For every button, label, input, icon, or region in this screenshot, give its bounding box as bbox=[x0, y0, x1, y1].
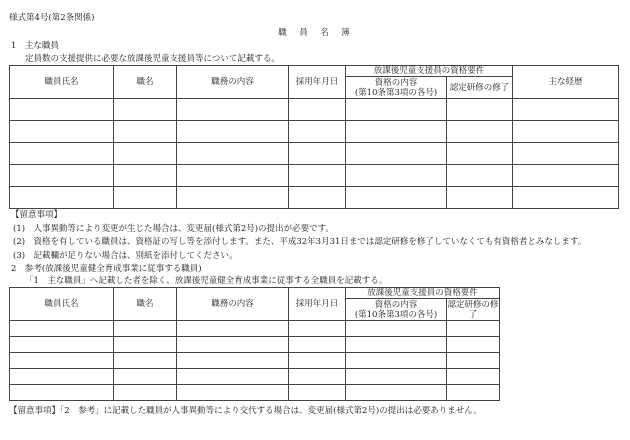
col-hire-date: 採用年月日 bbox=[289, 288, 346, 321]
col-hire-date: 採用年月日 bbox=[289, 66, 346, 99]
table-cell[interactable] bbox=[10, 337, 114, 353]
table-cell[interactable] bbox=[10, 353, 114, 369]
table-cell[interactable] bbox=[177, 99, 289, 121]
table-cell[interactable] bbox=[447, 165, 513, 187]
table-cell[interactable] bbox=[177, 337, 289, 353]
table-cell[interactable] bbox=[289, 143, 346, 165]
notes2-text: 【留意事項】「2 参考」に記載した職員が人事異動等により交代する場合は、変更届(様式第2号)の提出は必要ありません。 bbox=[9, 406, 482, 416]
table-cell[interactable] bbox=[346, 385, 447, 401]
table-cell[interactable] bbox=[346, 353, 447, 369]
note-item-3: (3) 記載欄が足りない場合は、別紙を添付してください。 bbox=[13, 251, 238, 261]
qualification-label: 資格の内容 bbox=[374, 299, 418, 310]
table-cell[interactable] bbox=[289, 337, 346, 353]
section2-heading: 2 参考(放課後児童健全育成事業に従事する職員) bbox=[11, 264, 202, 274]
col-qualification bbox=[346, 299, 447, 321]
table-cell[interactable] bbox=[10, 165, 114, 187]
table-cell[interactable] bbox=[10, 369, 114, 385]
table-row bbox=[10, 187, 619, 209]
table-cell[interactable] bbox=[114, 353, 177, 369]
table-cell[interactable] bbox=[289, 321, 346, 337]
table-cell[interactable] bbox=[447, 143, 513, 165]
table-cell[interactable] bbox=[447, 369, 500, 385]
table-cell[interactable] bbox=[346, 369, 447, 385]
table-cell[interactable] bbox=[114, 337, 177, 353]
table-cell[interactable] bbox=[289, 369, 346, 385]
col-job-title: 職名 bbox=[114, 288, 177, 321]
table-cell[interactable] bbox=[447, 337, 500, 353]
table-cell[interactable] bbox=[177, 369, 289, 385]
col-job-title: 職名 bbox=[114, 66, 177, 99]
table-cell[interactable] bbox=[114, 385, 177, 401]
table-cell[interactable] bbox=[114, 121, 177, 143]
table-row bbox=[10, 143, 619, 165]
table-row bbox=[10, 321, 500, 337]
col-training: 認定研修の修了 bbox=[447, 77, 513, 99]
table-cell[interactable] bbox=[114, 321, 177, 337]
table-cell[interactable] bbox=[447, 99, 513, 121]
qualification-label: 資格の内容 bbox=[374, 77, 418, 88]
col-career: 主な経歴 bbox=[513, 66, 619, 99]
qualification-note: (第10条第3項の各号) bbox=[354, 309, 438, 320]
table-cell[interactable] bbox=[177, 165, 289, 187]
table-cell[interactable] bbox=[177, 143, 289, 165]
table-cell[interactable] bbox=[10, 143, 114, 165]
main-staff-table bbox=[9, 65, 619, 209]
table-cell[interactable] bbox=[513, 165, 619, 187]
table-cell[interactable] bbox=[114, 165, 177, 187]
main-staff-table-body bbox=[10, 99, 619, 209]
table-row bbox=[10, 353, 500, 369]
table-cell[interactable] bbox=[10, 121, 114, 143]
reference-staff-table-body bbox=[10, 321, 500, 401]
table-cell[interactable] bbox=[447, 321, 500, 337]
table-cell[interactable] bbox=[10, 99, 114, 121]
table-cell[interactable] bbox=[513, 143, 619, 165]
table-cell[interactable] bbox=[289, 121, 346, 143]
notes1-heading: 【留意事項】 bbox=[11, 210, 63, 220]
col-qualification bbox=[346, 77, 447, 99]
section2-intro: 「1 主な職員」へ記載した者を除く、放課後児童健全育成事業に従事する全職員を記載する。 bbox=[25, 276, 388, 286]
section1-heading: 1 主な職員 bbox=[11, 41, 59, 51]
table-cell[interactable] bbox=[513, 99, 619, 121]
table-cell[interactable] bbox=[10, 187, 114, 209]
table-cell[interactable] bbox=[346, 187, 447, 209]
table-cell[interactable] bbox=[289, 165, 346, 187]
table-cell[interactable] bbox=[114, 99, 177, 121]
table-cell[interactable] bbox=[447, 187, 513, 209]
table-cell[interactable] bbox=[10, 385, 114, 401]
table-row bbox=[10, 99, 619, 121]
qualification-note: (第10条第3項の各号) bbox=[354, 87, 438, 98]
col-staff-name: 職員氏名 bbox=[10, 66, 114, 99]
section1-intro: 定員数の支援提供に必要な放課後児童支援員等について記載する。 bbox=[25, 54, 280, 64]
col-staff-name: 職員氏名 bbox=[10, 288, 114, 321]
col-duty: 職務の内容 bbox=[177, 288, 289, 321]
table-cell[interactable] bbox=[346, 337, 447, 353]
table-cell[interactable] bbox=[289, 353, 346, 369]
table-cell[interactable] bbox=[289, 187, 346, 209]
table-cell[interactable] bbox=[513, 121, 619, 143]
table-row bbox=[10, 385, 500, 401]
col-group-requirements: 放課後児童支援員の資格要件 bbox=[346, 288, 500, 299]
table-cell[interactable] bbox=[447, 385, 500, 401]
table-cell[interactable] bbox=[114, 369, 177, 385]
table-row bbox=[10, 369, 500, 385]
table-cell[interactable] bbox=[114, 187, 177, 209]
table-row bbox=[10, 337, 500, 353]
table-cell[interactable] bbox=[177, 187, 289, 209]
table-row bbox=[10, 165, 619, 187]
table-cell[interactable] bbox=[289, 99, 346, 121]
table-cell[interactable] bbox=[447, 353, 500, 369]
table-cell[interactable] bbox=[177, 385, 289, 401]
note-item-2: (2) 資格を有している職員は、資格証の写し等を添付します。また、平成32年3月31日までは認定研修を修了していなくても有資格者とみなします。 bbox=[13, 237, 587, 247]
reference-staff-table bbox=[9, 287, 500, 401]
table-cell[interactable] bbox=[289, 385, 346, 401]
table-cell[interactable] bbox=[10, 321, 114, 337]
table-cell[interactable] bbox=[447, 121, 513, 143]
note-item-1: (1) 人事異動等により変更が生じた場合は、変更届(様式第2号)の提出が必要です。 bbox=[13, 224, 334, 234]
table-cell[interactable] bbox=[177, 121, 289, 143]
table-cell[interactable] bbox=[513, 187, 619, 209]
doc-title: 職 員 名 簿 bbox=[278, 28, 352, 38]
form-label: 様式第4号(第2条関係) bbox=[9, 13, 95, 23]
table-cell[interactable] bbox=[114, 143, 177, 165]
table-cell[interactable] bbox=[346, 165, 447, 187]
table-cell[interactable] bbox=[346, 321, 447, 337]
col-duty: 職務の内容 bbox=[177, 66, 289, 99]
col-training: 認定研修の修了 bbox=[447, 299, 499, 320]
table-cell[interactable] bbox=[177, 321, 289, 337]
table-row bbox=[10, 121, 619, 143]
table-cell[interactable] bbox=[346, 143, 447, 165]
col-group-requirements: 放課後児童支援員の資格要件 bbox=[346, 66, 513, 77]
table-cell[interactable] bbox=[346, 121, 447, 143]
table-cell[interactable] bbox=[177, 353, 289, 369]
table-cell[interactable] bbox=[346, 99, 447, 121]
